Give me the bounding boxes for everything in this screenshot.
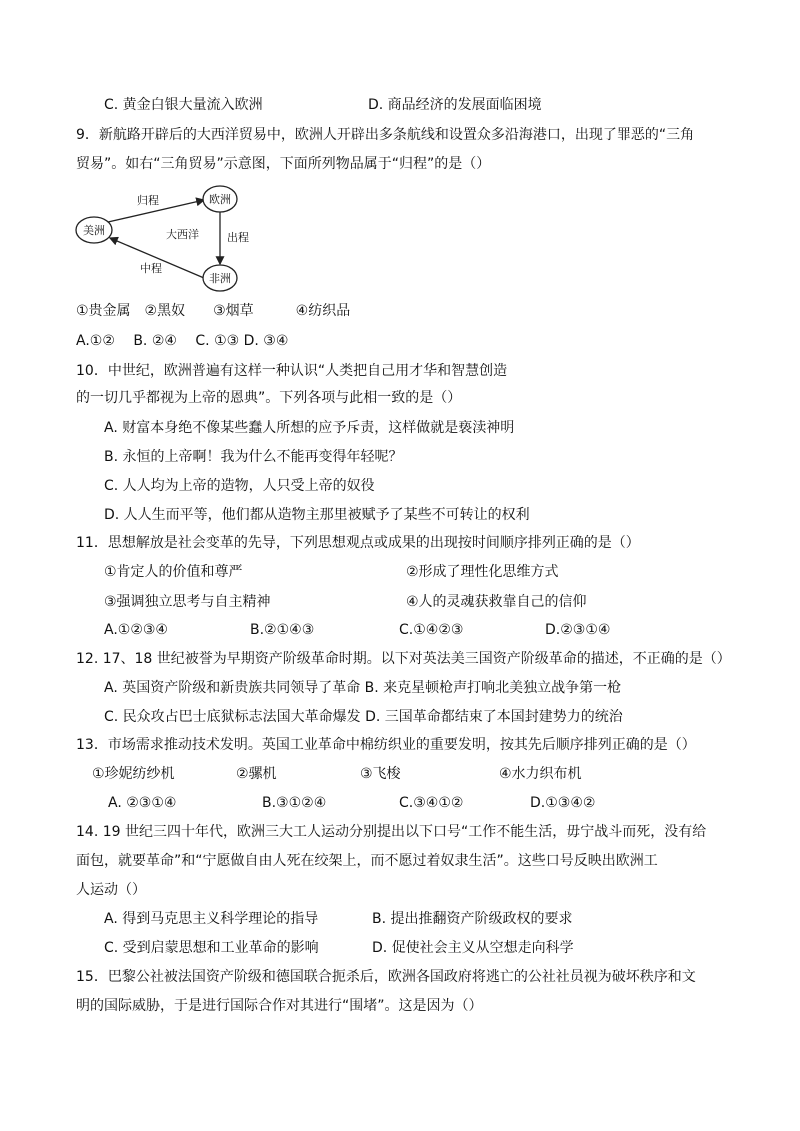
q14-option-c: C. 受到启蒙思想和工业革命的影响 [104, 940, 319, 956]
q9-items: ①贵金属 ②黑奴 ③烟草 ④纺织品 [76, 303, 351, 319]
q10-option-c: C. 人人均为上帝的造物，人只受上帝的奴役 [104, 478, 375, 494]
q8-option-c: C. 黄金白银大量流入欧洲 [104, 97, 263, 113]
q9-options: A.①② B. ②④ C. ①③ D. ③④ [76, 333, 289, 349]
return-route-label: 归程 [137, 194, 159, 207]
q13-item-3: ③飞梭 [360, 766, 401, 782]
q11-item-1: ①肯定人的价值和尊严 [104, 564, 243, 580]
q13-item-1: ①珍妮纺纱机 [92, 766, 175, 782]
q13-stem: 13．市场需求推动技术发明。英国工业革命中棉纺织业的重要发明，按其先后顺序排列正确的是（） [76, 737, 696, 753]
q13-option-a: A. ②③①④ [108, 795, 177, 811]
q14-stem-line1: 14. 19 世纪三四十年代，欧洲三大工人运动分别提出以下口号“工作不能生活，毋宁战斗而死，没有给 [76, 824, 707, 840]
atlantic-ocean-label: 大西洋 [166, 228, 199, 241]
q10-stem-line1: 10．中世纪，欧洲普遍有这样一种认识“人类把自己用才华和智慧创造 [76, 363, 508, 379]
q9-stem-line2: 贸易”。如右“三角贸易”示意图，下面所列物品属于“归程”的是（） [76, 156, 491, 172]
q9-stem-line1: 9．新航路开辟后的大西洋贸易中，欧洲人开辟出多条航线和设置众多沿海港口，出现了罪恶的“三角 [76, 127, 695, 143]
q14-stem-line3: 人运动（） [76, 882, 146, 898]
q11-option-b: B.②①④③ [250, 622, 315, 638]
q15-stem-line2: 明的国际威胁，于是进行国际合作对其进行“围堵”。这是因为（） [76, 998, 483, 1014]
q12-stem: 12. 17、18 世纪被誉为早期资产阶级革命时期。以下对英法美三国资产阶级革命的描述，不正确的是（） [76, 651, 731, 667]
q8-option-d: D. 商品经济的发展面临困境 [368, 97, 542, 113]
africa-node-label: 非洲 [209, 272, 231, 285]
q10-option-d: D. 人人生而平等，他们都从造物主那里被赋予了某些不可转让的权利 [104, 507, 530, 523]
outbound-route-label: 出程 [227, 231, 249, 244]
q13-option-c: C.③④①② [399, 795, 464, 811]
middle-route-label: 中程 [140, 262, 162, 275]
q10-stem-line2: 的一切几乎都视为上帝的恩典”。下列各项与此相一致的是（） [76, 390, 462, 406]
q12-options-cd: C. 民众攻占巴士底狱标志法国大革命爆发 D. 三国革命都结束了本国封建势力的统治 [104, 709, 623, 725]
q15-stem-line1: 15．巴黎公社被法国资产阶级和德国联合扼杀后，欧洲各国政府将逃亡的公社社员视为破坏秩序和文 [76, 969, 696, 985]
q11-option-a: A.①②③④ [104, 622, 168, 638]
q14-option-b: B. 提出推翻资产阶级政权的要求 [372, 911, 573, 927]
america-node-label: 美洲 [83, 224, 105, 237]
q11-stem: 11．思想解放是社会变革的先导，下列思想观点或成果的出现按时间顺序排列正确的是（） [76, 535, 640, 551]
q11-option-c: C.①④②③ [399, 622, 464, 638]
q13-option-b: B.③①②④ [262, 795, 327, 811]
q10-option-a: A. 财富本身绝不像某些蠢人所想的应予斥责，这样做就是亵渎神明 [104, 420, 515, 436]
q13-item-4: ④水力织布机 [499, 766, 582, 782]
q13-option-d: D.①③④② [530, 795, 596, 811]
q11-item-4: ④人的灵魂获救靠自己的信仰 [406, 594, 587, 610]
q10-option-b: B. 永恒的上帝啊！我为什么不能再变得年轻呢？ [104, 449, 403, 465]
europe-node-label: 欧洲 [209, 193, 231, 206]
q11-item-2: ②形成了理性化思维方式 [406, 564, 559, 580]
q13-item-2: ②骡机 [236, 766, 277, 782]
q12-options-ab: A. 英国资产阶级和新贵族共同领导了革命 B. 来克星顿枪声打响北美独立战争第一枪 [104, 680, 622, 696]
q14-option-a: A. 得到马克思主义科学理论的指导 [104, 911, 319, 927]
q11-item-3: ③强调独立思考与自主精神 [104, 594, 271, 610]
q14-option-d: D. 促使社会主义从空想走向科学 [372, 940, 574, 956]
q11-option-d: D.②③①④ [545, 622, 611, 638]
triangle-trade-diagram [74, 182, 274, 294]
q14-stem-line2: 面包，就要革命”和“宁愿做自由人死在绞架上，而不愿过着奴隶生活”。这些口号反映出欧洲工 [76, 853, 658, 869]
